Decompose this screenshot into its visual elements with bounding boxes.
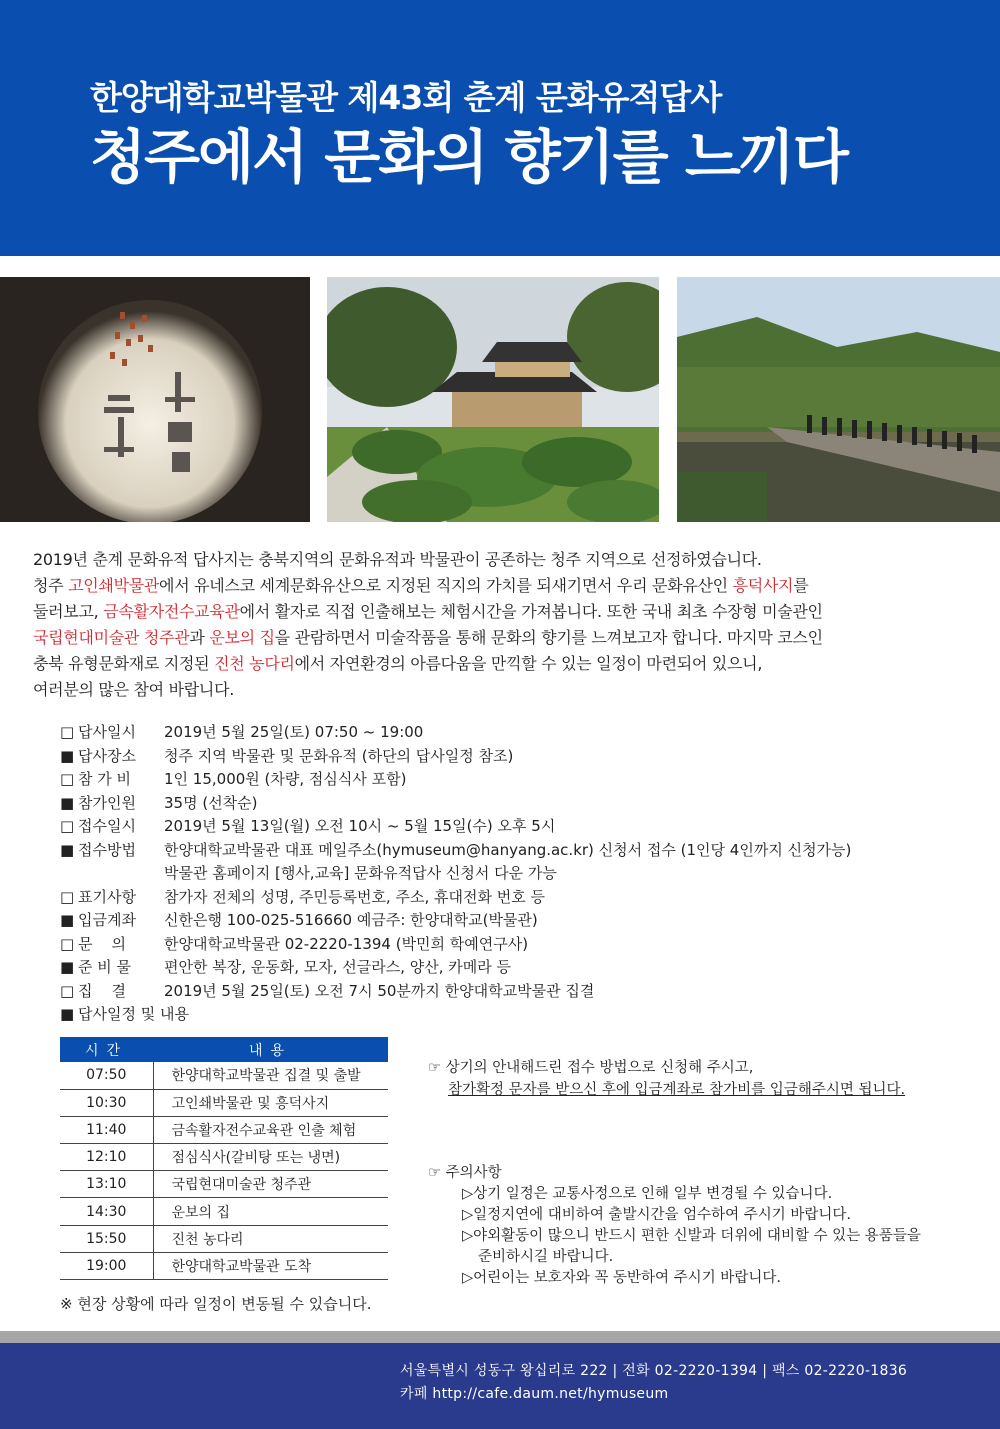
info-label: 준 비 물: [78, 958, 132, 976]
caution-item: ▷어린이는 보호자와 꼭 동반하여 주시기 바랍니다.: [462, 1270, 781, 1286]
caution-title: ☞ 주의사항: [428, 1165, 502, 1181]
info-label: 입금계좌: [78, 911, 136, 929]
stepping-stone-bridge-photo: [677, 277, 1000, 522]
info-row-capacity: [60, 792, 980, 816]
info-label: 참가인원: [78, 793, 136, 812]
schedule-time: 10:30: [60, 1089, 153, 1116]
schedule-time: 14:30: [60, 1198, 153, 1225]
intro-text: 충북 유형문화재로 지정된: [33, 654, 215, 673]
intro-text: 를: [793, 576, 809, 595]
schedule-desc: 한양대학교박물관 집결 및 출발: [153, 1062, 388, 1089]
bullet-box-icon: ■: [60, 840, 75, 859]
schedule-desc: 고인쇄박물관 및 흥덕사지: [153, 1089, 388, 1116]
info-value: 2019년 5월 25일(토) 07:50 ~ 19:00: [164, 723, 424, 741]
intro-line: [33, 625, 978, 651]
intro-line: [33, 547, 978, 573]
intro-text: 에서 유네스코 세계문화유산으로 지정된 직지의 가치를 되새기면서 우리 문화유산인: [159, 576, 733, 595]
info-label: 참 가 비: [78, 770, 132, 788]
bullet-box-icon: □: [60, 817, 75, 835]
highlight-unbo-house: 운보의 집: [209, 628, 275, 647]
info-row-registration-period: [60, 815, 980, 839]
info-label: 표기사항: [78, 887, 136, 906]
intro-line: [33, 677, 978, 703]
schedule-time: 13:10: [60, 1171, 153, 1198]
intro-text: 을 관람하면서 미술작품을 통해 문화의 향기를 느껴보고자 합니다. 마지막 코스인: [274, 628, 823, 647]
schedule-header-content: 내용: [153, 1037, 388, 1062]
footer: [0, 1343, 1000, 1429]
info-row-registration-method-cont: [60, 862, 980, 886]
info-value: 신한은행 100-025-516660 예금주: 한양대학교(박물관): [164, 911, 538, 929]
info-row-date: [60, 721, 980, 745]
schedule-desc: 운보의 집: [153, 1198, 388, 1225]
info-label: 답사장소: [78, 746, 136, 765]
bullet-box-icon: □: [60, 770, 75, 788]
bullet-box-icon: ■: [60, 1005, 75, 1023]
page-subtitle: 청주에서 문화의 향기를 느끼다: [90, 123, 847, 191]
caution-item-cont: 준비하시길 바랍니다.: [478, 1249, 614, 1265]
info-label: 집 결: [78, 981, 127, 1000]
schedule-row: [60, 1252, 388, 1279]
caution-item: ▷상기 일정은 교통사정으로 인해 일부 변경될 수 있습니다.: [462, 1186, 833, 1202]
info-value: 한양대학교박물관 02-2220-1394 (박민희 학예연구사): [164, 934, 529, 953]
schedule-row: [60, 1144, 388, 1171]
bullet-box-icon: □: [60, 723, 75, 741]
info-label: 답사일정 및 내용: [78, 1005, 189, 1023]
schedule-footnote: ※ 현장 상황에 따라 일정이 변동될 수 있습니다.: [60, 1295, 372, 1313]
schedule-desc: 한양대학교박물관 도착: [153, 1252, 388, 1279]
intro-text: 에서 활자로 직접 인출해보는 체험시간을 가져봅니다. 또한 국내 최초 수장형 미술관인: [239, 602, 823, 621]
header-banner: [0, 0, 1000, 256]
info-row-fee: [60, 768, 980, 792]
schedule-time: 11:40: [60, 1116, 153, 1143]
notice-line-underlined: 참가확정 문자를 받으신 후에 입금계좌로 참가비를 입금해주시면 됩니다.: [448, 1082, 906, 1098]
info-row-registration-method: [60, 839, 980, 863]
page-title: 한양대학교박물관 제43회 춘계 문화유적답사: [90, 78, 722, 117]
intro-text: 에서 자연환경의 아름다움을 만끽할 수 있는 일정이 마련되어 있으니,: [294, 654, 763, 673]
schedule-row: [60, 1198, 388, 1225]
registration-notice: [428, 1057, 968, 1101]
schedule-row: [60, 1116, 388, 1143]
bullet-box-icon: ■: [60, 958, 75, 976]
hanok-garden-photo: [327, 277, 659, 522]
highlight-goinswae-museum: 고인쇄박물관: [68, 576, 160, 595]
schedule-time: 15:50: [60, 1225, 153, 1252]
info-label: 답사일시: [78, 723, 136, 741]
info-row-bank-account: [60, 909, 980, 933]
info-row-meeting: [60, 980, 980, 1004]
info-value: 한양대학교박물관 대표 메일주소(hymuseum@hanyang.ac.kr) 신청서 접수 (1인당 4인까지 신청가능): [164, 840, 852, 859]
info-row-schedule-heading: [60, 1003, 980, 1027]
info-label: 접수방법: [78, 840, 136, 859]
schedule-desc: 진천 농다리: [153, 1225, 388, 1252]
schedule-row: [60, 1089, 388, 1116]
schedule-row: [60, 1062, 388, 1089]
schedule-header-time: 시간: [60, 1037, 153, 1062]
bullet-box-icon: □: [60, 934, 75, 953]
intro-line: [33, 651, 978, 677]
schedule-row: [60, 1225, 388, 1252]
schedule-header-row: [60, 1037, 388, 1062]
info-row-supplies: [60, 956, 980, 980]
info-value: 2019년 5월 25일(토) 오전 7시 50분까지 한양대학교박물관 집결: [164, 981, 595, 1000]
intro-text: 2019년 춘계 문화유적 답사지는 충북지역의 문화유적과 박물관이 공존하는 청주 지역으로 선정하였습니다.: [33, 550, 762, 569]
intro-text: 여러분의 많은 참여 바랍니다.: [33, 680, 235, 699]
bullet-box-icon: ■: [60, 793, 75, 812]
notice-line: ☞ 상기의 안내해드린 접수 방법으로 신청해 주시고,: [428, 1060, 754, 1076]
footer-cafe-link[interactable]: 카페 http://cafe.daum.net/hymuseum: [400, 1386, 669, 1402]
schedule-time: 12:10: [60, 1144, 153, 1171]
schedule-table: [60, 1037, 388, 1280]
caution-item: ▷일정지연에 대비하여 출발시간을 엄수하여 주시기 바랍니다.: [462, 1207, 851, 1223]
info-value: 참가자 전체의 성명, 주민등록번호, 주소, 휴대전화 번호 등: [164, 887, 545, 906]
bullet-box-icon: □: [60, 887, 75, 906]
bullet-box-icon: ■: [60, 911, 75, 929]
intro-line: [33, 599, 978, 625]
bullet-box-icon: ■: [60, 746, 75, 765]
schedule-row: [60, 1171, 388, 1198]
schedule-desc: 금속활자전수교육관 인출 체험: [153, 1116, 388, 1143]
footer-address-contact: 서울특별시 성동구 왕십리로 222 | 전화 02-2220-1394 | 팩스 02-2220-1836: [400, 1363, 908, 1379]
intro-text: 둘러보고,: [33, 602, 104, 621]
bullet-box-icon: □: [60, 981, 75, 1000]
highlight-mmca-cheongju: 국립현대미술관 청주관: [33, 628, 190, 647]
caution-item: ▷야외활동이 많으니 반드시 편한 신발과 더위에 대비할 수 있는 용품들을: [462, 1228, 921, 1244]
info-label: 접수일시: [78, 817, 136, 835]
footer-divider: [0, 1331, 1000, 1343]
info-value: 청주 지역 박물관 및 문화유적 (하단의 답사일정 참조): [164, 746, 514, 765]
info-row-contact: [60, 933, 980, 957]
schedule-time: 07:50: [60, 1062, 153, 1089]
caution-notice: [428, 1163, 968, 1289]
highlight-metal-type-center: 금속활자전수교육관: [103, 602, 240, 621]
info-row-required-fields: [60, 886, 980, 910]
schedule-desc: 국립현대미술관 청주관: [153, 1171, 388, 1198]
intro-paragraph: [33, 547, 978, 703]
info-row-place: [60, 745, 980, 769]
intro-line: [33, 573, 978, 599]
highlight-heungdeoksaji: 흥덕사지: [732, 576, 794, 595]
intro-text: 청주: [33, 576, 69, 595]
schedule-time: 19:00: [60, 1252, 153, 1279]
info-value: 35명 (선착순): [164, 793, 258, 812]
schedule-desc: 점심식사(갈비탕 또는 냉면): [153, 1144, 388, 1171]
info-value: 2019년 5월 13일(월) 오전 10시 ~ 5월 15일(수) 오후 5시: [164, 817, 556, 835]
info-value: 편안한 복장, 운동화, 모자, 선글라스, 양산, 카메라 등: [164, 958, 512, 976]
highlight-nongdari: 진천 농다리: [214, 654, 295, 673]
event-info-list: [60, 721, 980, 1027]
info-value: 박물관 홈페이지 [행사,교육] 문화유적답사 신청서 다운 가능: [164, 864, 557, 882]
intro-text: 과: [189, 628, 210, 647]
info-label: 문 의: [78, 934, 127, 953]
jikji-artwork-photo: [0, 277, 310, 522]
info-value: 1인 15,000원 (차량, 점심식사 포함): [164, 770, 407, 788]
